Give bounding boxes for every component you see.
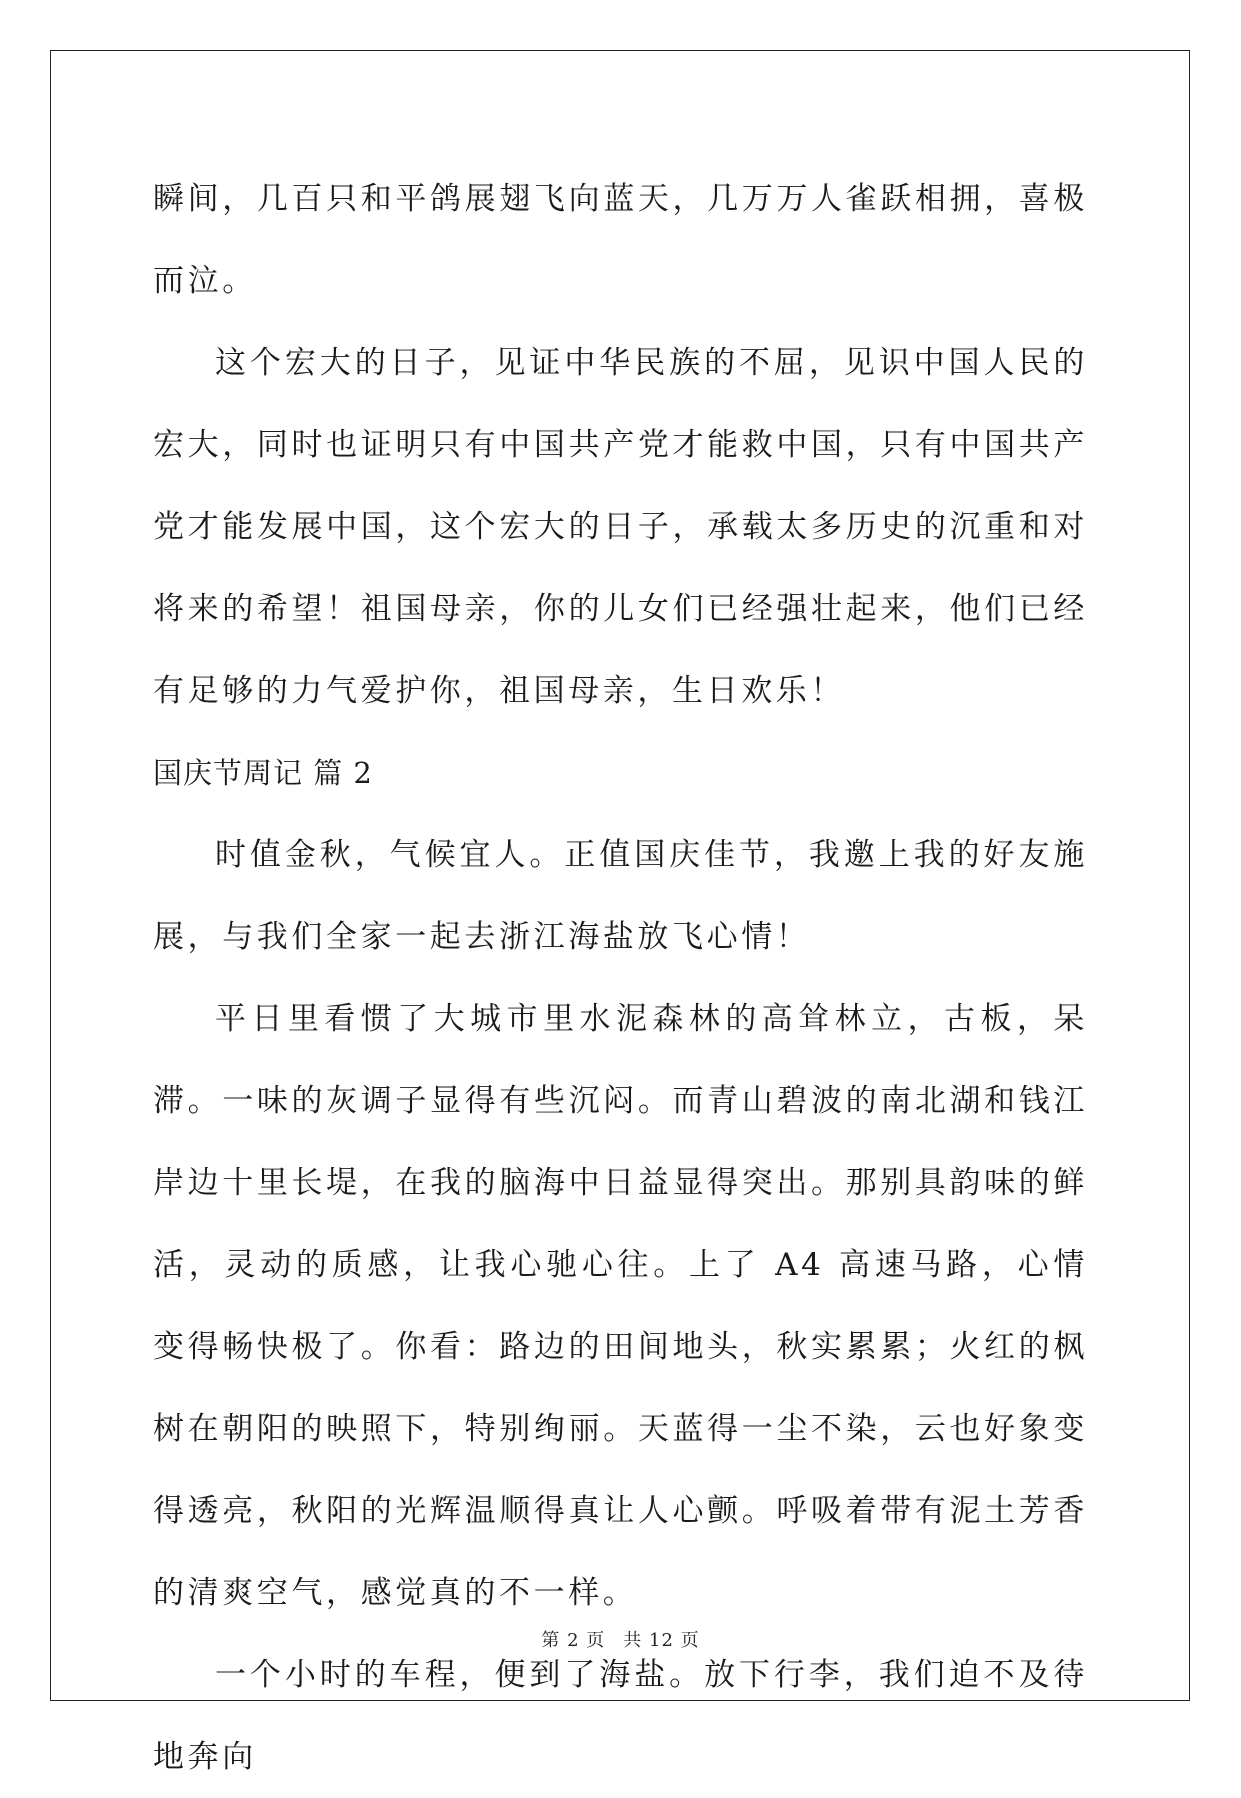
- page-footer: [0, 1626, 1241, 1652]
- paragraph: 这个宏大的日子，见证中华民族的不屈，见识中国人民的宏大，同时也证明只有中国共产党才能救中国，只有中国共产党才能发展中国，这个宏大的日子，承载太多历史的沉重和对将来的希望！祖国母亲，你的儿女们已经强壮起来，他们已经有足够的力气爱护你，祖国母亲，生日欢乐！: [153, 345, 1088, 709]
- paragraph: 一个小时的车程，便到了海盐。放下行李，我们迫不及待地奔向: [153, 1657, 1088, 1775]
- paragraph: 时值金秋，气候宜人。正值国庆佳节，我邀上我的好友施展，与我们全家一起去浙江海盐放飞心情！: [153, 837, 1088, 955]
- paragraph: 瞬间，几百只和平鸽展翅飞向蓝天，几万万人雀跃相拥，喜极而泣。: [153, 181, 1088, 299]
- page-number: 第 2 页: [541, 1630, 606, 1651]
- section-heading: 国庆节周记 篇 2: [153, 756, 373, 790]
- page-total: 共 12 页: [623, 1630, 700, 1651]
- document-body: [153, 158, 1088, 1798]
- paragraph: 平日里看惯了大城市里水泥森林的高耸林立，古板，呆滞。一味的灰调子显得有些沉闷。而青山碧波的南北湖和钱江岸边十里长堤，在我的脑海中日益显得突出。那别具韵味的鲜活，灵动的质感，让我心驰心往。上了 A4 高速马路，心情变得畅快极了。你看：路边的田间地头，秋实累累；火红的枫树在朝阳的映照下，特别绚丽。天蓝得一尘不染，云也好象变得透亮，秋阳的光辉温顺得真让人心颤。呼吸着带有泥土芳香的清爽空气，感觉真的不一样。: [153, 1001, 1088, 1611]
